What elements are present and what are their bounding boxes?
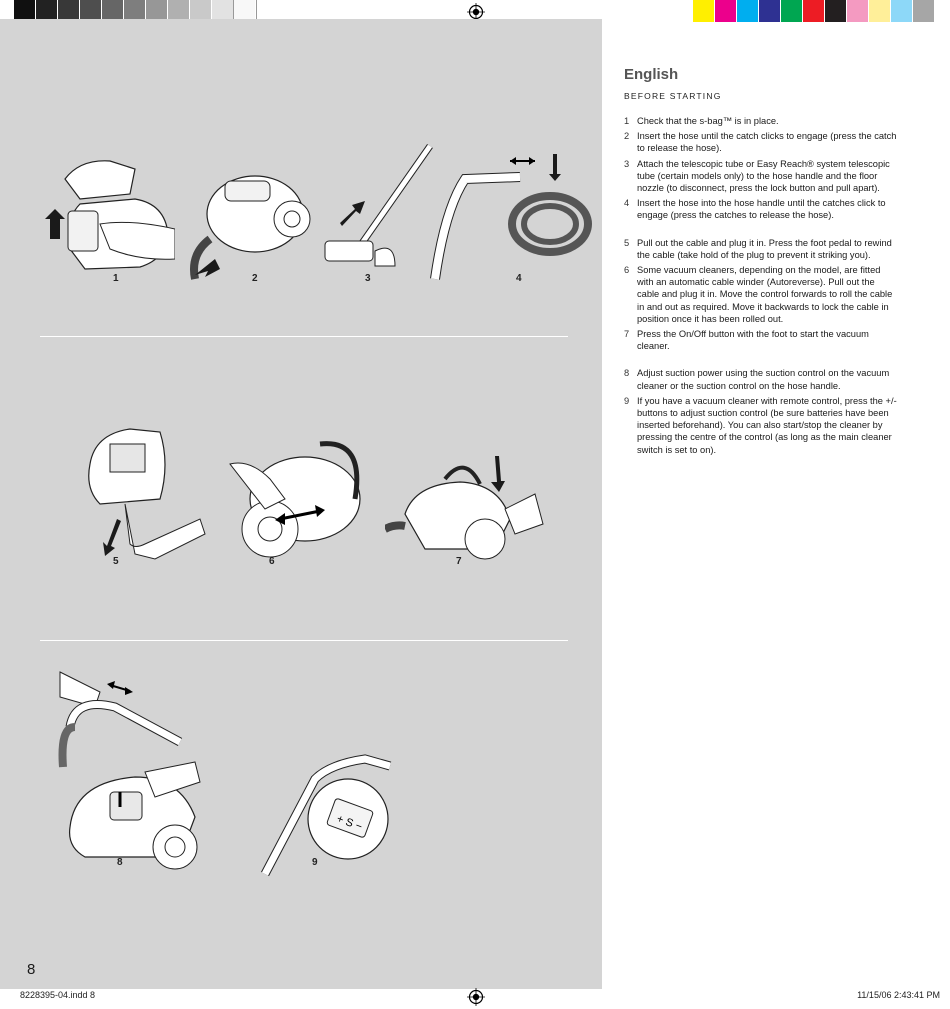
color-swatch	[869, 0, 891, 22]
step-text: Attach the telescopic tube or Easy Reach® system telescopic tube (certain models only) to the hose handle and the floor nozzle (to disconnect, press the lock button and pull apart).	[637, 158, 890, 194]
figure-6-illustration	[225, 439, 365, 564]
figure-label: 4	[516, 273, 522, 284]
instruction-step	[624, 264, 899, 325]
color-swatch	[759, 0, 781, 22]
registration-mark-icon	[467, 988, 485, 1006]
instruction-step	[624, 158, 899, 195]
step-text: Pull out the cable and plug it in. Press the foot pedal to rewind the cable (take hold of the plug to prevent it striking you).	[637, 237, 892, 260]
svg-text:+ S −: + S −	[334, 812, 364, 834]
step-text: Insert the hose until the catch clicks to engage (press the catch to release the hose).	[637, 131, 897, 154]
instruction-step	[624, 237, 899, 261]
figure-label: 9	[312, 857, 318, 868]
figure-1-illustration	[40, 149, 175, 284]
color-swatch	[825, 0, 847, 22]
timestamp-slug: 11/15/06 2:43:41 PM	[857, 990, 940, 1000]
figure-label: 3	[365, 273, 371, 284]
color-swatch	[913, 0, 935, 22]
figure-label: 8	[117, 857, 123, 868]
color-swatch	[693, 0, 715, 22]
instruction-step	[624, 197, 899, 221]
instruction-step	[624, 328, 899, 352]
instruction-step	[624, 367, 899, 391]
color-swatch	[803, 0, 825, 22]
instruction-step	[624, 130, 899, 154]
step-number: 1	[624, 116, 630, 126]
illustration-panel	[0, 19, 602, 989]
step-number: 5	[624, 237, 630, 248]
figure-5-illustration	[75, 424, 210, 564]
section-divider	[40, 640, 568, 641]
instructions-column	[624, 66, 899, 459]
section-divider	[40, 336, 568, 337]
step-number: 6	[624, 265, 630, 276]
figure-4-illustration	[425, 149, 595, 284]
instruction-step	[624, 115, 899, 127]
step-number: 8	[624, 368, 630, 379]
section-heading: BEFORE STARTING	[624, 91, 722, 101]
color-swatch	[847, 0, 869, 22]
step-number: 2	[624, 131, 630, 142]
step-number: 9	[624, 395, 630, 406]
step-number: 3	[624, 158, 630, 169]
color-swatch	[737, 0, 759, 22]
figure-label: 1	[113, 273, 119, 284]
file-slug: 8228395-04.indd 8	[20, 990, 96, 1000]
step-text: Press the On/Off button with the foot to start the vacuum cleaner.	[637, 329, 869, 352]
step-text: If you have a vacuum cleaner with remote control, press the +/- buttons to adjust suction control (be sure batteries have been inserted beforehand). You can also start/stop the cleaner by pressing the centre of the control (as long as the main cleaner switch is set to on).	[637, 395, 897, 455]
color-swatch	[715, 0, 737, 22]
figure-label: 5	[113, 556, 119, 567]
step-text: Check that the s-bag™ is in place.	[637, 116, 779, 126]
process-color-bar	[693, 0, 935, 22]
color-swatch	[891, 0, 913, 22]
step-text: Insert the hose into the hose handle until the catches click to engage (press the catches to release the hose).	[637, 198, 886, 221]
step-number: 7	[624, 329, 630, 340]
figure-label: 2	[252, 273, 258, 284]
figure-7-illustration	[385, 454, 550, 564]
figure-8-illustration	[55, 667, 205, 877]
step-text: Some vacuum cleaners, depending on the model, are fitted with an automatic cable winder (Autoreverse). Pull out the cable and plug it in. Move the control forwards to roll the cable in and out as required. Move it backwards to lock the cable in position once it has been rolled out.	[637, 265, 893, 324]
figure-label: 6	[269, 556, 275, 567]
figure-2-illustration	[180, 159, 315, 284]
color-swatch	[781, 0, 803, 22]
instruction-step	[624, 395, 899, 456]
figure-3-illustration	[320, 141, 435, 276]
step-text: Adjust suction power using the suction control on the vacuum cleaner or the suction control on the hose handle.	[637, 368, 890, 391]
page-number: 8	[27, 961, 36, 978]
figure-9-illustration	[255, 744, 400, 879]
step-number: 4	[624, 198, 630, 209]
language-heading: English	[624, 66, 679, 83]
figure-label: 7	[456, 556, 462, 567]
